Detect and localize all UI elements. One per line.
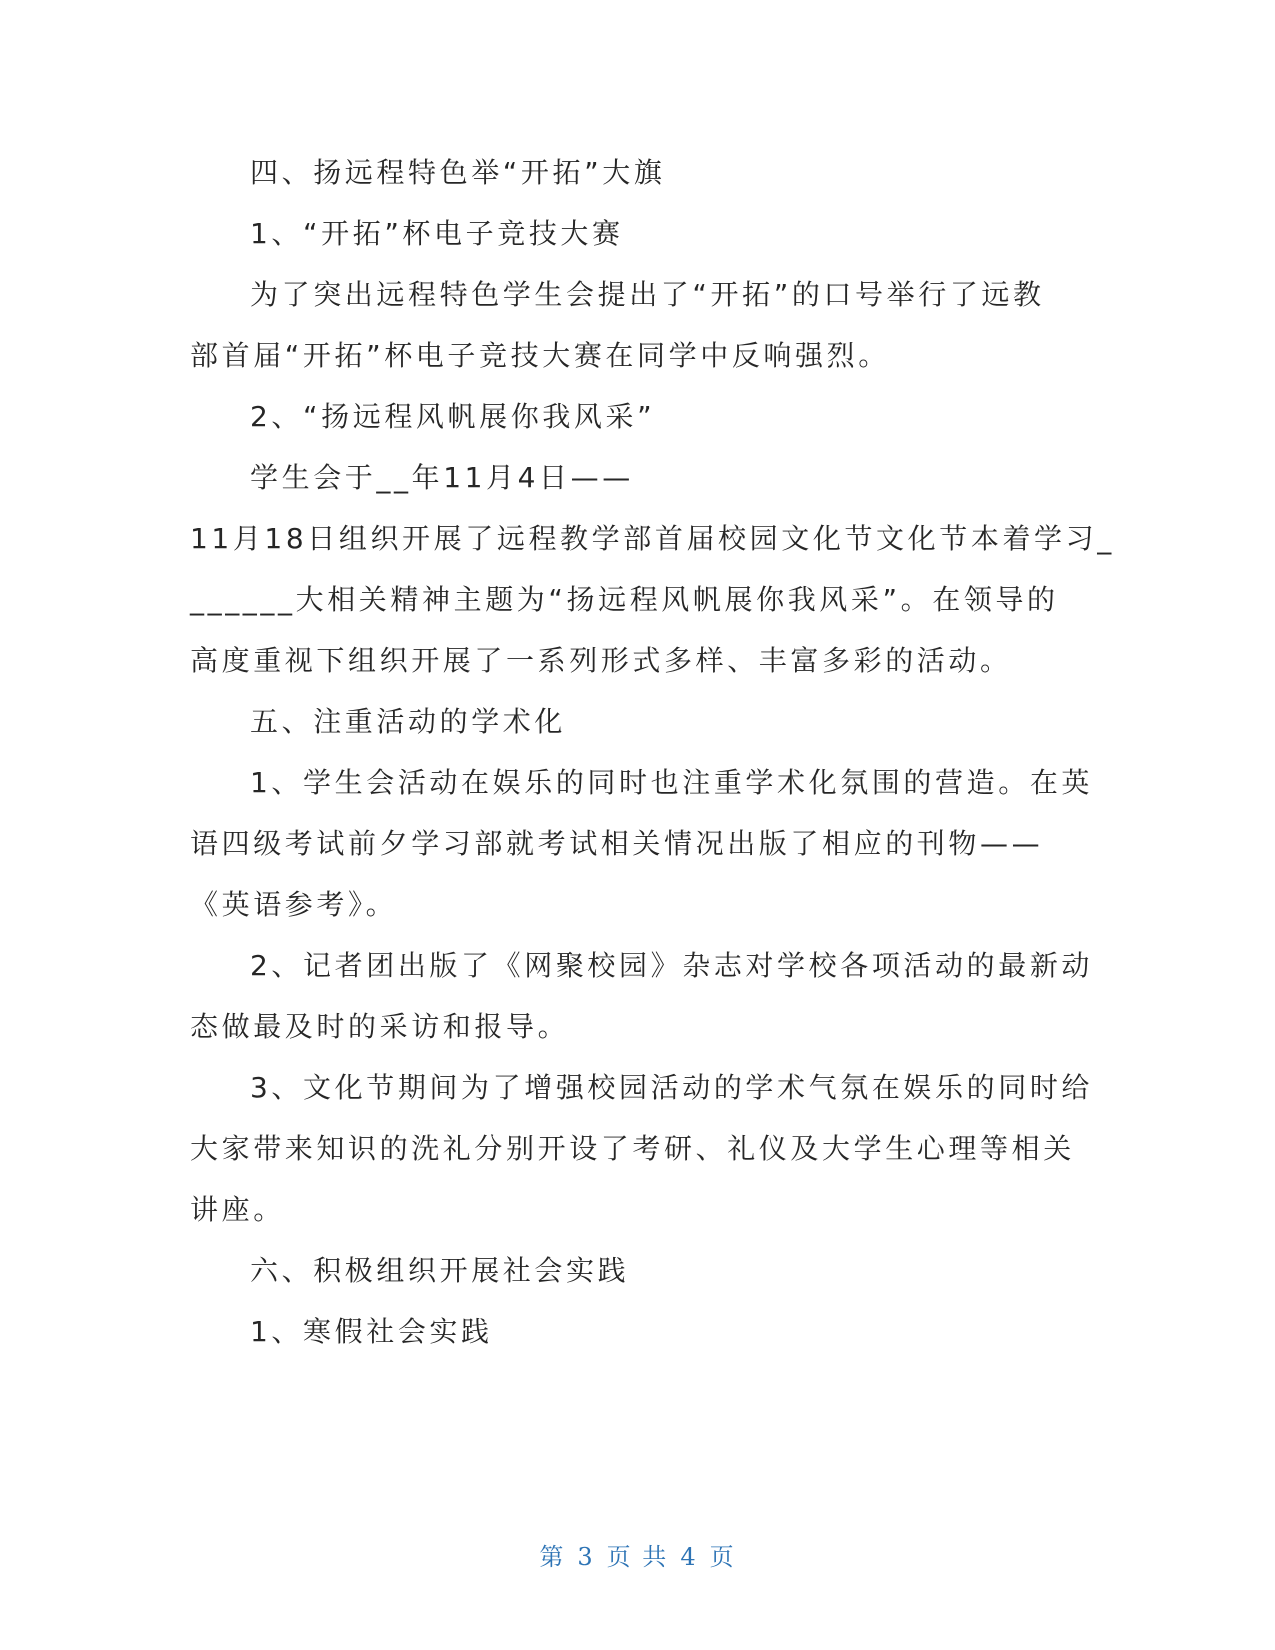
section-heading: 六、积极组织开展社会实践 <box>250 1254 630 1287</box>
paragraph-line: 语四级考试前夕学习部就考试相关情况出版了相应的刊物—— <box>190 827 1044 860</box>
paragraph-line: 1、学生会活动在娱乐的同时也注重学术化氛围的营造。在英 <box>250 766 1094 799</box>
paragraph-line: 3、文化节期间为了增强校园活动的学术气氛在娱乐的同时给 <box>250 1071 1094 1104</box>
subsection-heading: 1、寒假社会实践 <box>250 1315 493 1348</box>
current-page-number: 3 <box>577 1543 595 1571</box>
paragraph-line: 为了突出远程特色学生会提出了“开拓”的口号举行了远教 <box>250 278 1045 311</box>
subsection-heading: 1、“开拓”杯电子竞技大赛 <box>250 217 624 250</box>
footer-middle: 页 共 <box>606 1543 669 1571</box>
section-heading: 五、注重活动的学术化 <box>250 705 567 738</box>
page-footer <box>0 1537 1275 1572</box>
paragraph-line: 《英语参考》。 <box>190 888 398 921</box>
paragraph-line: 部首届“开拓”杯电子竞技大赛在同学中反响强烈。 <box>190 339 890 372</box>
footer-suffix: 页 <box>709 1543 736 1571</box>
paragraph-line: 大家带来知识的洗礼分别开设了考研、礼仪及大学生心理等相关 <box>190 1132 1075 1165</box>
document-body <box>190 142 1115 1362</box>
paragraph-line: 态做最及时的采访和报导。 <box>190 1010 570 1043</box>
paragraph-line: 学生会于__年11月4日—— <box>250 461 634 494</box>
paragraph-line: ______大相关精神主题为“扬远程风帆展你我风采”。在领导的 <box>190 583 1059 616</box>
footer-prefix: 第 <box>539 1543 566 1571</box>
paragraph-line: 高度重视下组织开展了一系列形式多样、丰富多彩的活动。 <box>190 644 1012 677</box>
total-pages-number: 4 <box>680 1543 698 1571</box>
subsection-heading: 2、“扬远程风帆展你我风采” <box>250 400 656 433</box>
paragraph-line: 2、记者团出版了《网聚校园》杂志对学校各项活动的最新动 <box>250 949 1094 982</box>
paragraph-line: 讲座。 <box>190 1193 285 1226</box>
paragraph-line: 11月18日组织开展了远程教学部首届校园文化节文化节本着学习_ <box>190 522 1115 555</box>
section-heading: 四、扬远程特色举“开拓”大旗 <box>250 156 666 189</box>
